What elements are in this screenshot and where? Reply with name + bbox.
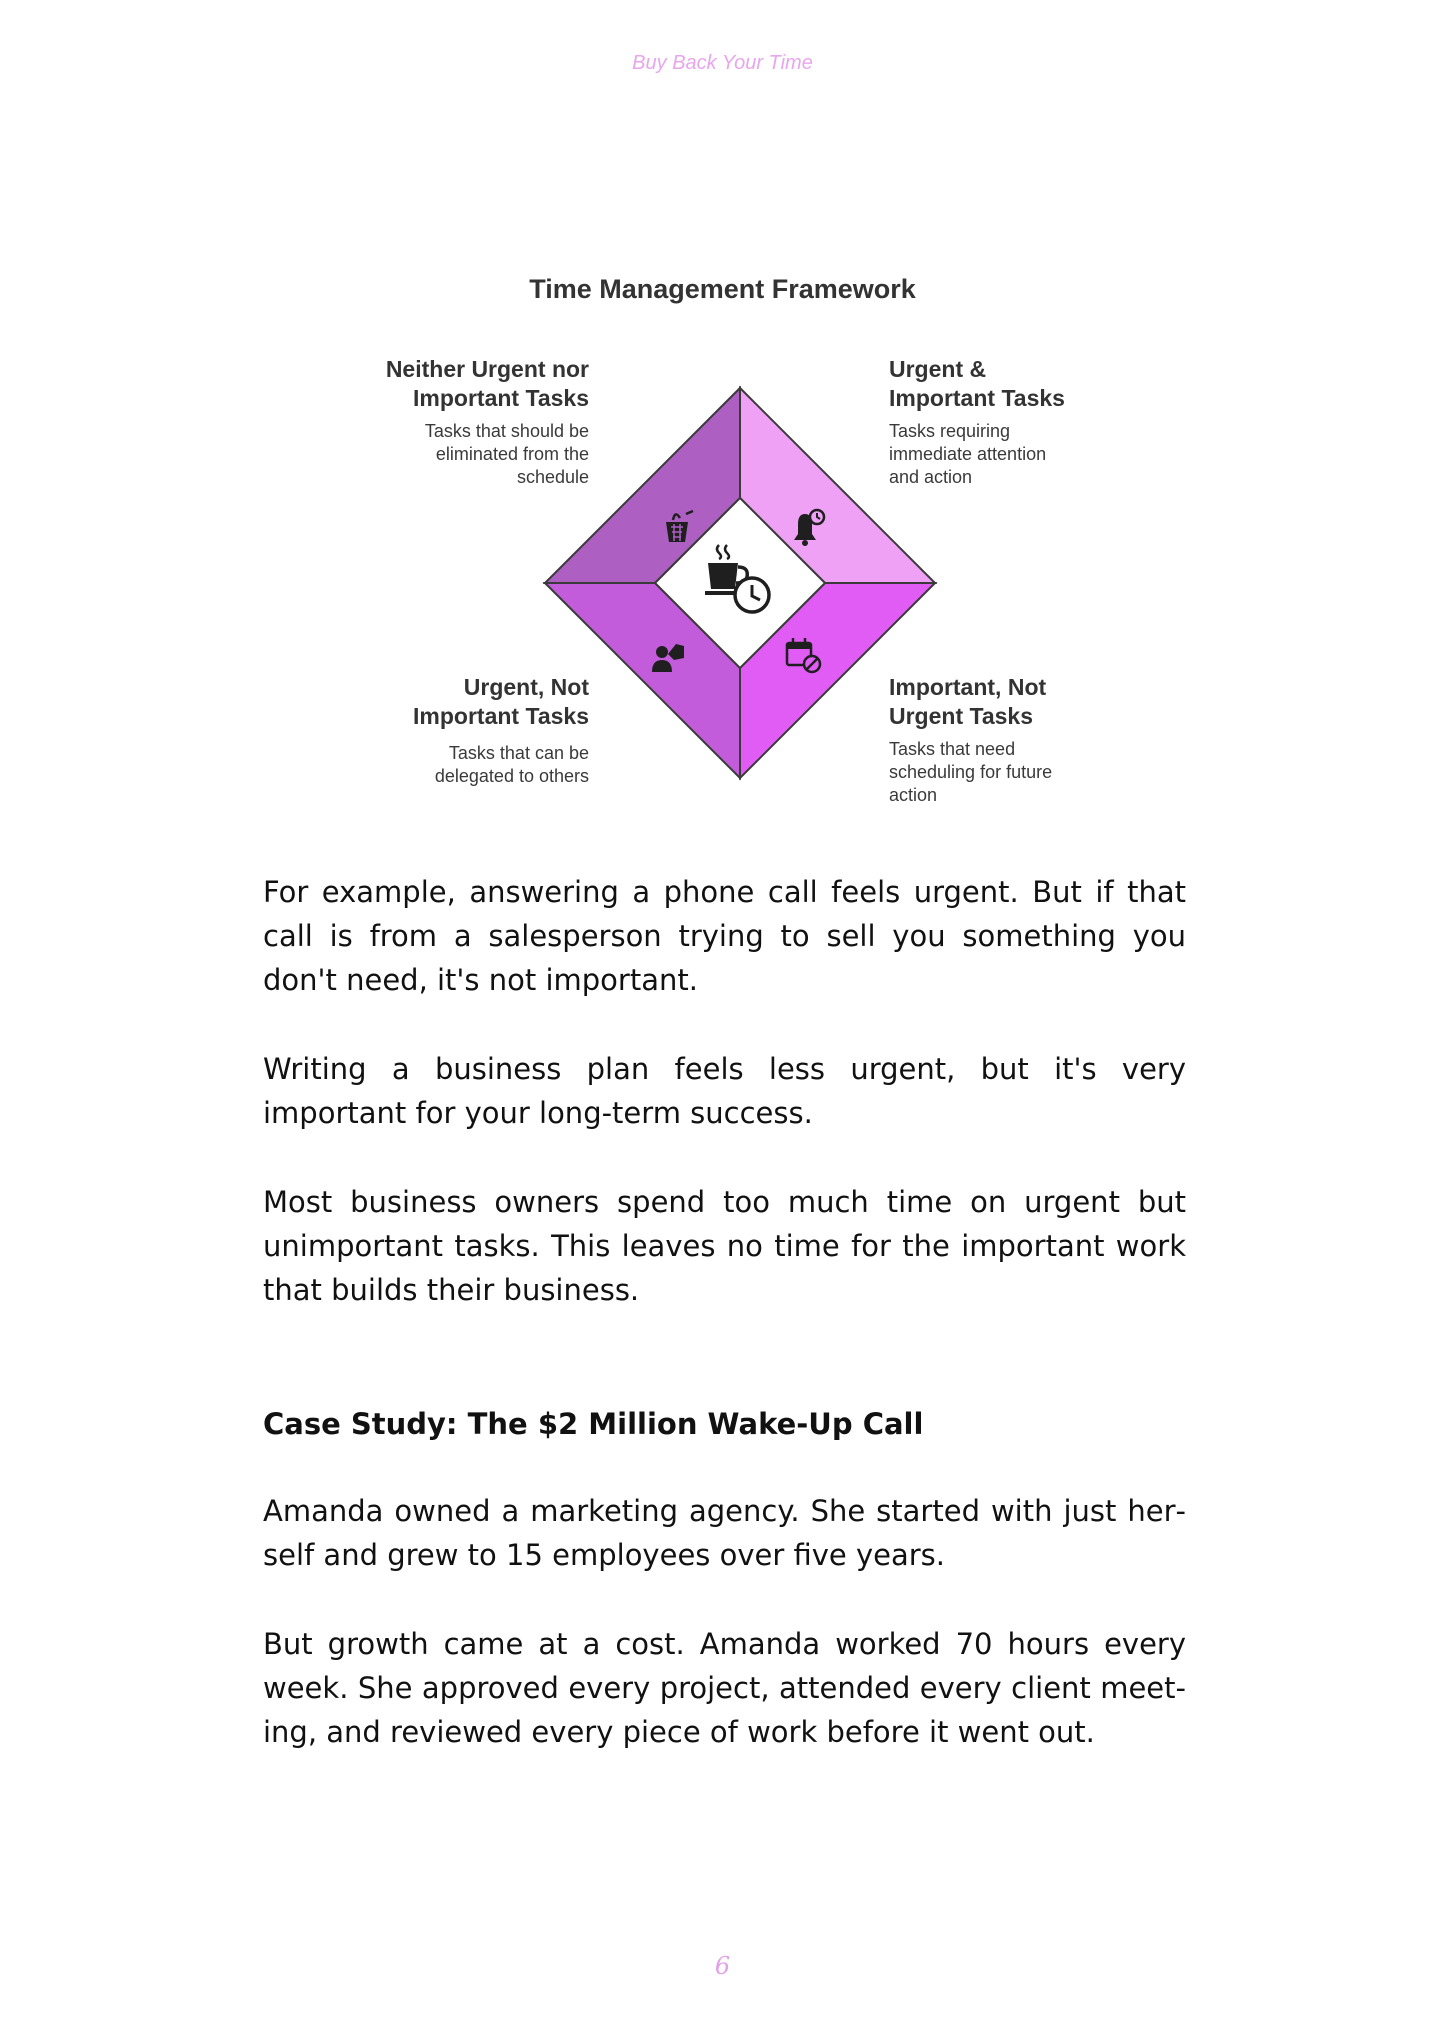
quadrant-description: Tasks requiring immediate attention and action (889, 421, 1047, 487)
running-header: Buy Back Your Time (632, 52, 813, 74)
quadrant-label-eliminate (329, 355, 589, 489)
quadrant-title: Urgent, Not Important Tasks (413, 674, 589, 729)
paragraph-business-plan: Writing a business plan feels less urgent, but it's very important for your long-term success. (263, 1052, 1186, 1130)
quadrant-description: Tasks that need scheduling for future action (889, 739, 1053, 805)
quadrant-title: Urgent & Important Tasks (889, 356, 1065, 411)
diagram-title: Time Management Framework (529, 274, 916, 304)
paragraph-business-owners: Most business owners spend too much time on urgent but unimportant tasks. This leaves no time for the important work that builds their business. (263, 1185, 1186, 1307)
quadrant-description: Tasks that can be delegated to others (434, 743, 589, 786)
time-management-diagram (0, 260, 1445, 820)
quadrant-title: Important, Not Urgent Tasks (889, 674, 1047, 729)
quadrant-description: Tasks that should be eliminated from the schedule (424, 421, 589, 487)
quadrant-title: Neither Urgent nor Important Tasks (385, 356, 589, 411)
page-number: 6 (714, 1952, 731, 1980)
diamond-matrix (0, 260, 1445, 820)
quadrant-label-schedule (889, 673, 1149, 807)
paragraph-amanda-growth: But growth came at a cost. Amanda worked 70 hours every week. She approved every project, attended every client meeting, and reviewed every piece of work before it went out. (263, 1627, 1186, 1749)
paragraph-amanda-intro: Amanda owned a marketing agency. She started with just herself and grew to 15 employees over five years. (263, 1494, 1186, 1572)
case-study-heading: Case Study: The $2 Million Wake-Up Call (263, 1407, 924, 1441)
quadrant-label-delegate (329, 673, 589, 788)
paragraph-phone-call: For example, answering a phone call feels urgent. But if that call is from a salesperson trying to sell you something you don't need, it's not important. (263, 875, 1186, 997)
quadrant-label-do-now (889, 355, 1149, 489)
